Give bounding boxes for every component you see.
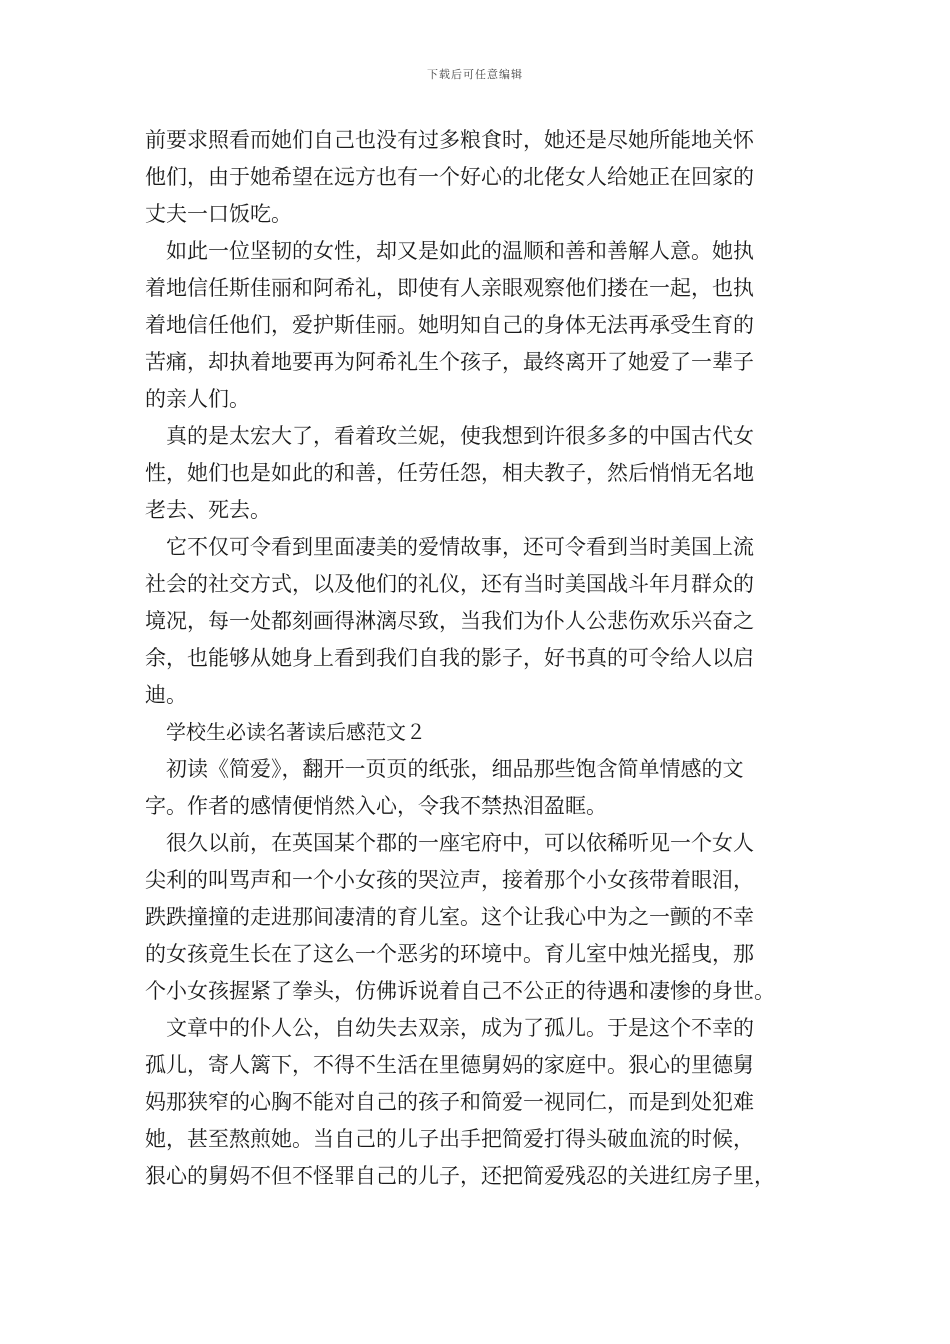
text-line: 尖利的叫骂声和一个小女孩的哭泣声，接着那个小女孩带着眼泪， [145, 868, 754, 892]
text-line: 境况，每一处都刻画得淋漓尽致，当我们为仆人公悲伤欢乐兴奋之 [145, 609, 754, 633]
text-line: 苦痛，却执着地要再为阿希礼生个孩子，最终离开了她爱了一辈子 [145, 350, 754, 374]
text-line: 妈那狭窄的心胸不能对自己的孩子和简爱一视同仁，而是到处犯难 [145, 1090, 754, 1114]
text-line: 老去、死去。 [145, 498, 271, 522]
text-line: 性，她们也是如此的和善，任劳任怨，相夫教子，然后悄悄无名地 [145, 461, 754, 485]
text-line: 的亲人们。 [145, 387, 250, 411]
text-line: 很久以前，在英国某个郡的一座宅府中，可以依稀听见一个女人 [166, 831, 754, 855]
text-line: 文章中的仆人公，自幼失去双亲，成为了孤儿。于是这个不幸的 [166, 1016, 754, 1040]
text-line: 社会的社交方式，以及他们的礼仪，还有当时美国战斗年月群众的 [145, 572, 754, 596]
document-body [145, 122, 815, 1195]
text-line: 如此一位坚韧的女性，却又是如此的温顺和善和善解人意。她执 [166, 239, 754, 263]
text-line: 跌跌撞撞的走进那间凄清的育儿室。这个让我心中为之一颤的不幸 [145, 905, 754, 929]
text-line: 前要求照看而她们自己也没有过多粮食时，她还是尽她所能地关怀 [145, 128, 754, 152]
text-line: 他们，由于她希望在远方也有一个好心的北佬女人给她正在回家的 [145, 165, 754, 189]
text-line: 初读《简爱》，翻开一页页的纸张，细品那些饱含简单情感的文 [166, 757, 744, 781]
text-line: 的女孩竟生长在了这么一个恶劣的环境中。育儿室中烛光摇曳，那 [145, 942, 754, 966]
text-line: 字。作者的感情便悄然入心，令我不禁热泪盈眶。 [145, 794, 607, 818]
text-line: 她，甚至熬煎她。当自己的儿子出手把简爱打得头破血流的时候， [145, 1127, 754, 1151]
text-line: 狠心的舅妈不但不怪罪自己的儿子，还把简爱残忍的关进红房子里， [145, 1164, 775, 1188]
text-line: 着地信任斯佳丽和阿希礼，即使有人亲眼观察他们搂在一起，也执 [145, 276, 754, 300]
text-line: 孤儿，寄人篱下，不得不生活在里德舅妈的家庭中。狠心的里德舅 [145, 1053, 754, 1077]
section-heading: 学校生必读名著读后感范文２ [166, 720, 426, 744]
text-line: 余，也能够从她身上看到我们自我的影子，好书真的可令给人以启 [145, 646, 754, 670]
text-line: 它不仅可令看到里面凄美的爱情故事，还可令看到当时美国上流 [166, 535, 754, 559]
page-header: 下载后可任意编辑 [427, 68, 523, 81]
text-line: 个小女孩握紧了拳头，仿佛诉说着自己不公正的待遇和凄惨的身世。 [145, 979, 775, 1003]
text-line: 迪。 [145, 683, 187, 707]
text-line: 着地信任他们，爱护斯佳丽。她明知自己的身体无法再承受生育的 [145, 313, 754, 337]
text-line: 丈夫一口饭吃。 [145, 202, 292, 226]
text-line: 真的是太宏大了，看着玫兰妮，使我想到许很多多的中国古代女 [166, 424, 754, 448]
